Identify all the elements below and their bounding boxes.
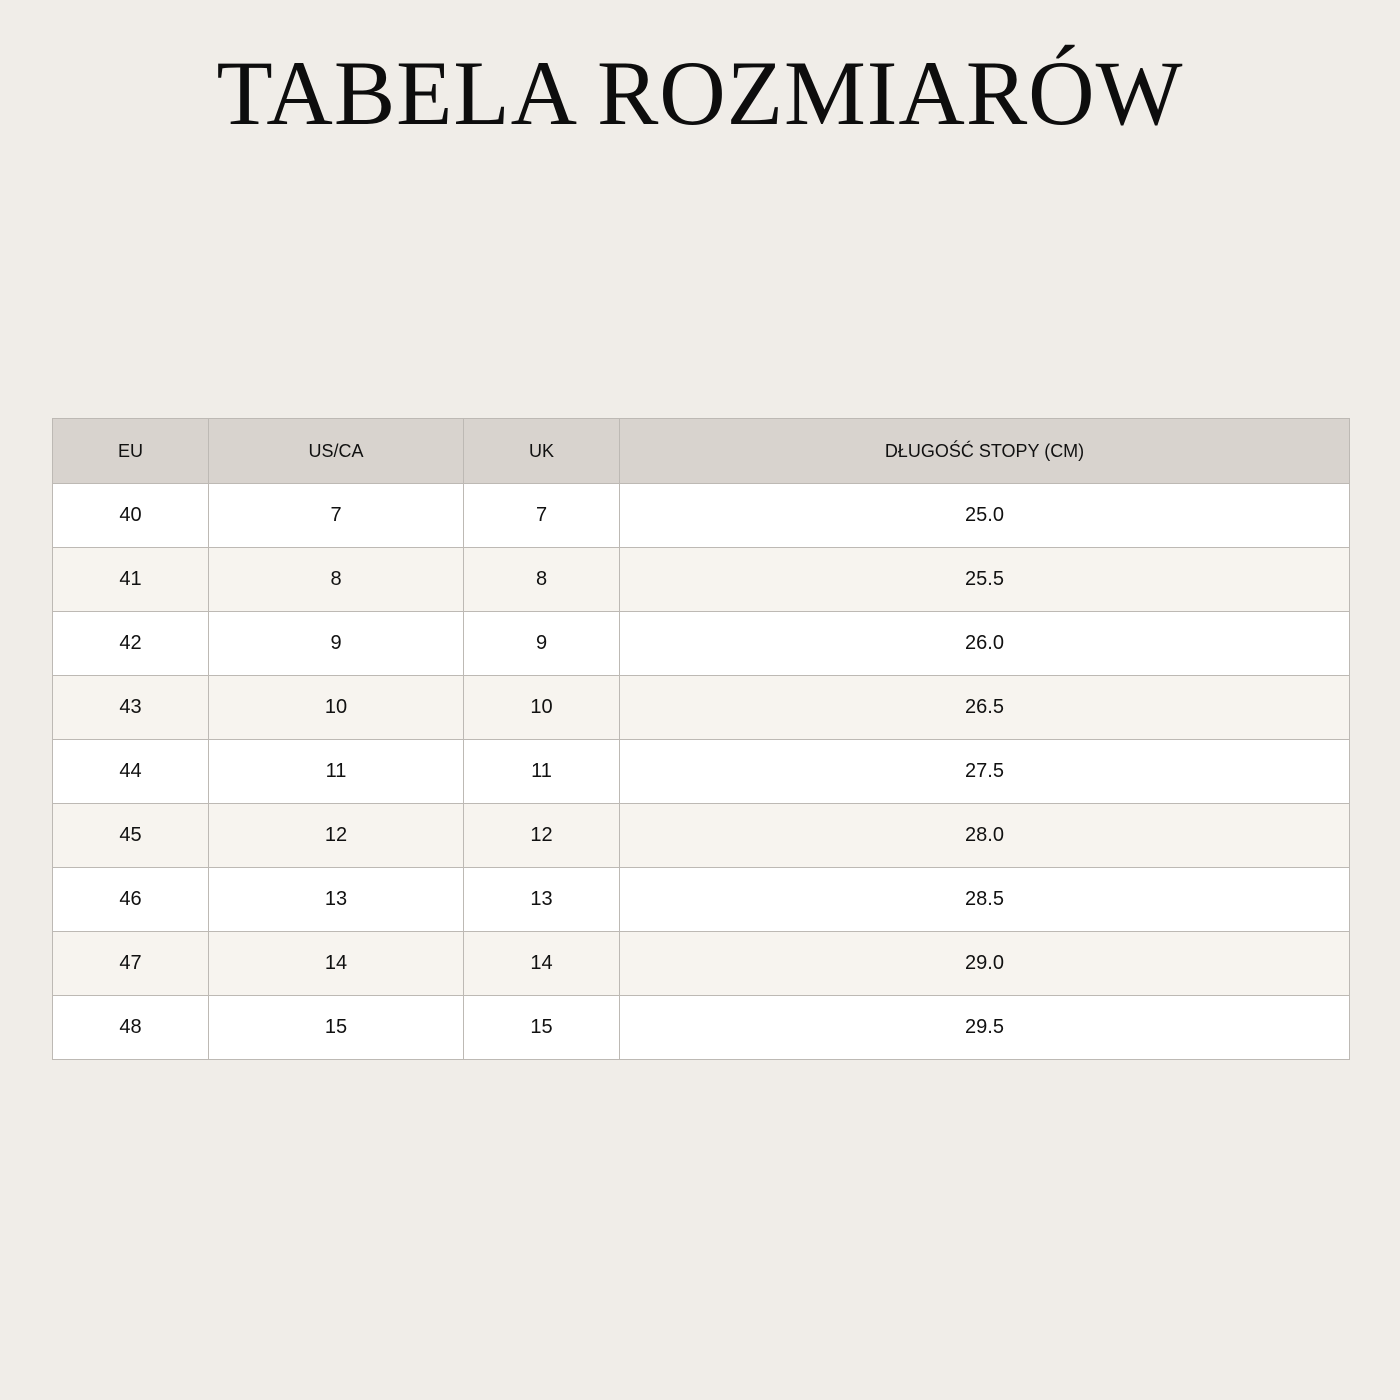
cell-foot-length: 29.5 — [620, 996, 1350, 1060]
table-row — [53, 740, 1350, 804]
cell-eu: 48 — [53, 996, 209, 1060]
cell-foot-length: 25.0 — [620, 484, 1350, 548]
table-row — [53, 484, 1350, 548]
header-us-ca: US/CA — [209, 419, 464, 484]
cell-uk: 15 — [464, 996, 620, 1060]
cell-eu: 42 — [53, 612, 209, 676]
cell-foot-length: 27.5 — [620, 740, 1350, 804]
table-row — [53, 996, 1350, 1060]
cell-us-ca: 15 — [209, 996, 464, 1060]
header-eu: EU — [53, 419, 209, 484]
cell-eu: 46 — [53, 868, 209, 932]
table-header-row — [53, 419, 1350, 484]
cell-eu: 40 — [53, 484, 209, 548]
cell-eu: 41 — [53, 548, 209, 612]
cell-foot-length: 26.0 — [620, 612, 1350, 676]
size-chart-table — [52, 418, 1350, 1060]
cell-uk: 7 — [464, 484, 620, 548]
cell-us-ca: 9 — [209, 612, 464, 676]
cell-eu: 47 — [53, 932, 209, 996]
cell-uk: 8 — [464, 548, 620, 612]
cell-uk: 13 — [464, 868, 620, 932]
table-row — [53, 612, 1350, 676]
table-row — [53, 804, 1350, 868]
cell-eu: 45 — [53, 804, 209, 868]
header-uk: UK — [464, 419, 620, 484]
cell-foot-length: 29.0 — [620, 932, 1350, 996]
cell-us-ca: 8 — [209, 548, 464, 612]
cell-foot-length: 28.5 — [620, 868, 1350, 932]
cell-foot-length: 28.0 — [620, 804, 1350, 868]
cell-uk: 12 — [464, 804, 620, 868]
cell-us-ca: 10 — [209, 676, 464, 740]
table-row — [53, 676, 1350, 740]
cell-foot-length: 26.5 — [620, 676, 1350, 740]
table-row — [53, 932, 1350, 996]
header-foot-length: DŁUGOŚĆ STOPY (CM) — [620, 419, 1350, 484]
table-row — [53, 548, 1350, 612]
cell-us-ca: 11 — [209, 740, 464, 804]
page-title: TABELA ROZMIARÓW — [216, 42, 1184, 144]
cell-us-ca: 13 — [209, 868, 464, 932]
cell-eu: 44 — [53, 740, 209, 804]
cell-us-ca: 12 — [209, 804, 464, 868]
cell-uk: 11 — [464, 740, 620, 804]
table-row — [53, 868, 1350, 932]
cell-us-ca: 14 — [209, 932, 464, 996]
cell-eu: 43 — [53, 676, 209, 740]
cell-uk: 14 — [464, 932, 620, 996]
cell-uk: 10 — [464, 676, 620, 740]
cell-us-ca: 7 — [209, 484, 464, 548]
cell-foot-length: 25.5 — [620, 548, 1350, 612]
cell-uk: 9 — [464, 612, 620, 676]
size-chart-container — [52, 418, 1348, 1060]
